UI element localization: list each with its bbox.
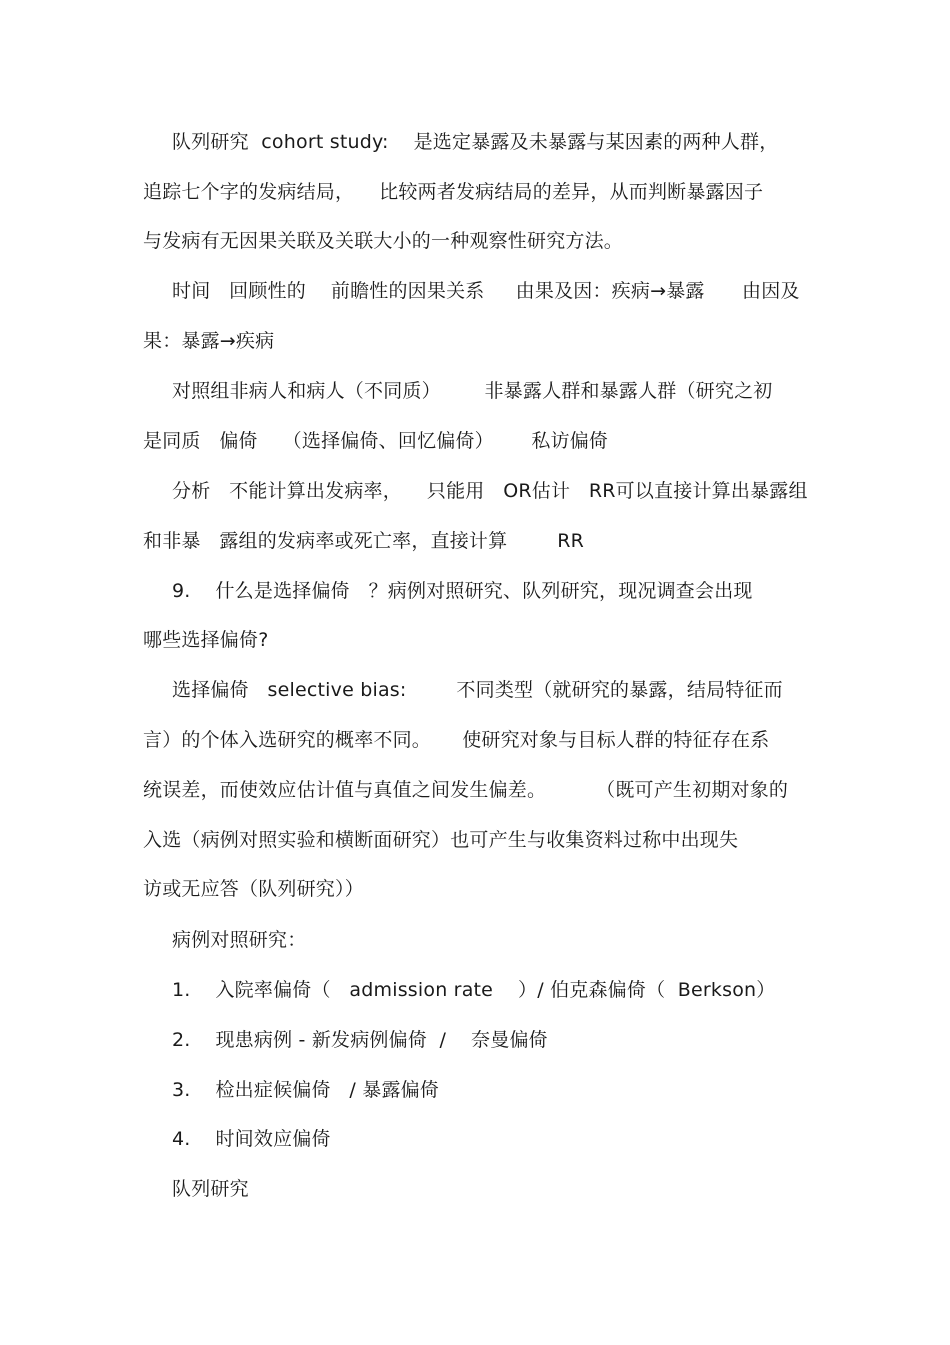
paragraph-line: 统误差，而使效应估计值与真值之间发生偏差。 （既可产生初期对象的 [143, 779, 789, 801]
question-line: 哪些选择偏倚? [143, 629, 269, 651]
paragraph-line: 入选（病例对照实验和横断面研究）也可产生与收集资料过称中出现失 [143, 829, 739, 851]
paragraph-line: 时间 回顾性的 前瞻性的因果关系 由果及因：疾病→暴露 由因及 [172, 280, 800, 302]
list-item: 3. 检出症候偏倚 / 暴露偏倚 [172, 1079, 440, 1101]
paragraph-line: 言）的个体入选研究的概率不同。 使研究对象与目标人群的特征存在系 [143, 729, 770, 751]
paragraph-line: 与发病有无因果关联及关联大小的一种观察性研究方法。 [143, 230, 624, 252]
paragraph-line: 是同质 偏倚 （选择偏倚、回忆偏倚） 私访偏倚 [143, 430, 609, 452]
paragraph-line: 访或无应答（队列研究）） [143, 878, 364, 900]
paragraph-line: 选择偏倚 selective bias: 不同类型（就研究的暴露，结局特征而 [172, 679, 783, 701]
section-heading: 病例对照研究： [172, 929, 307, 951]
paragraph-line: 追踪七个字的发病结局， 比较两者发病结局的差异，从而判断暴露因子 [143, 181, 764, 203]
paragraph-line: 队列研究 cohort study: 是选定暴露及未暴露与某因素的两种人群， [172, 131, 779, 153]
list-item: 1. 入院率偏倚（ admission rate ）/ 伯克森偏倚（ Berkson） [172, 979, 776, 1001]
paragraph-line: 分析 不能计算出发病率， 只能用 OR估计 RR可以直接计算出暴露组 [172, 480, 808, 502]
list-item: 4. 时间效应偏倚 [172, 1128, 331, 1150]
list-item: 2. 现患病例 - 新发病例偏倚 / 奈曼偏倚 [172, 1029, 548, 1051]
paragraph-line: 和非暴 露组的发病率或死亡率，直接计算 RR [143, 530, 585, 552]
question-line: 9. 什么是选择偏倚 ？病例对照研究、队列研究，现况调查会出现 [172, 580, 753, 602]
section-heading: 队列研究 [172, 1178, 249, 1200]
paragraph-line: 果：暴露→疾病 [143, 330, 275, 352]
paragraph-line: 对照组非病人和病人（不同质） 非暴露人群和暴露人群（研究之初 [172, 380, 773, 402]
